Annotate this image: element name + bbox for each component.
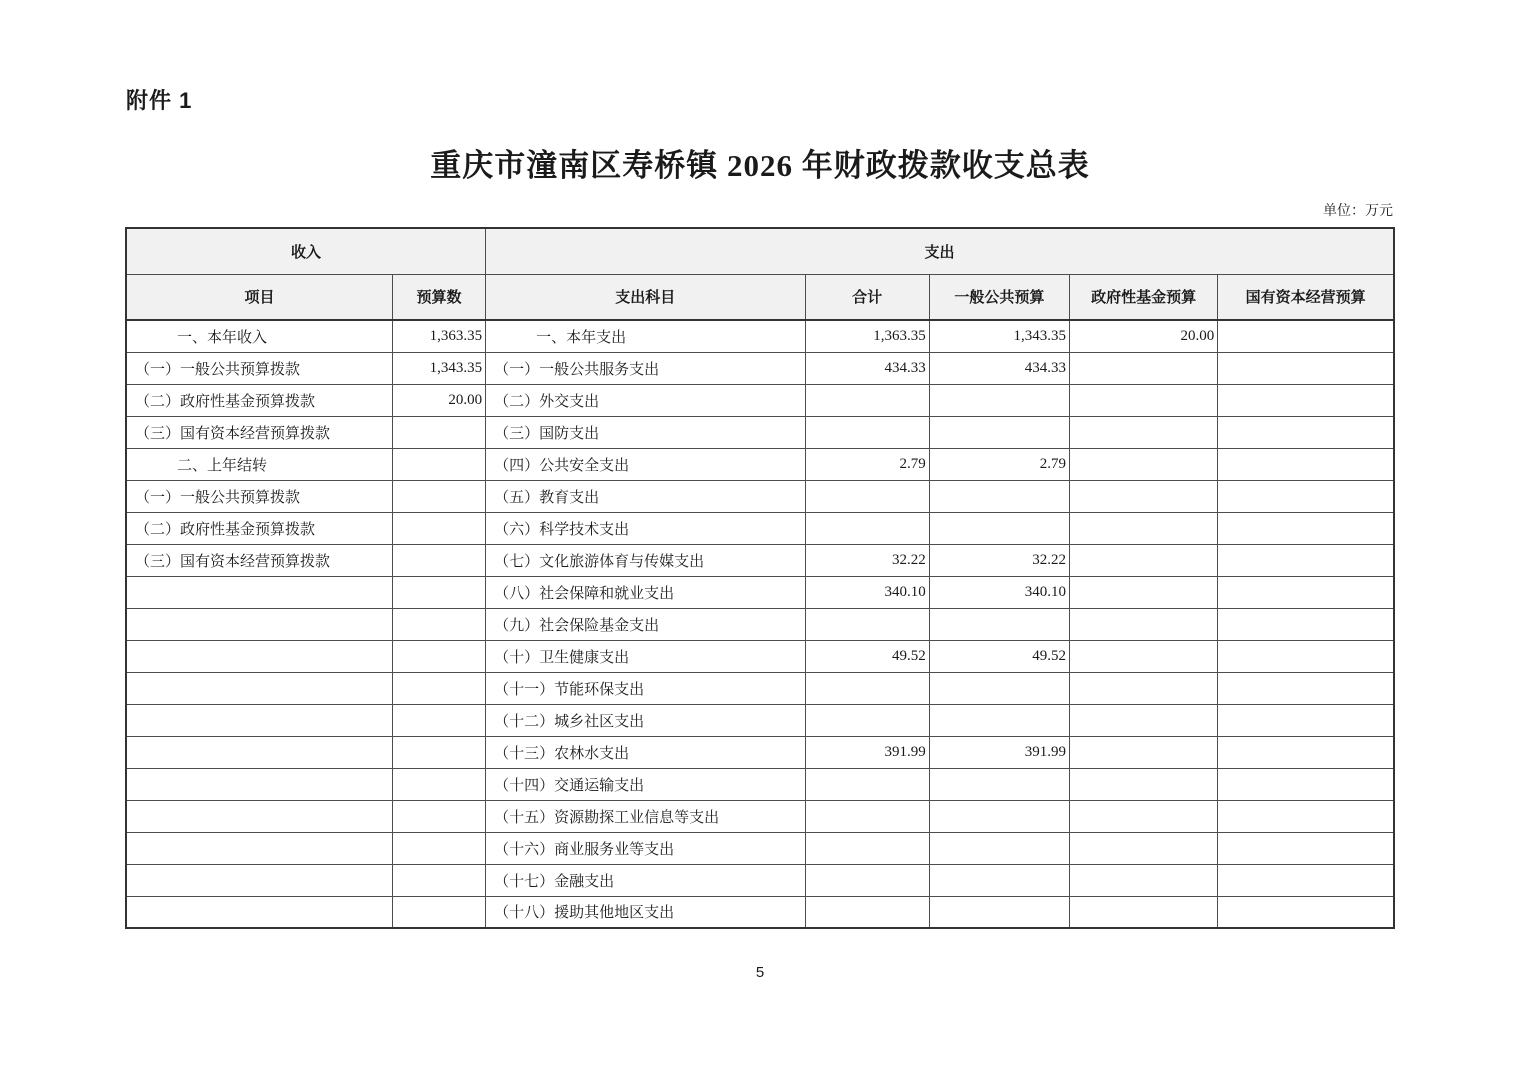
expense-state-capital-cell	[1218, 576, 1394, 608]
expense-general-budget-cell	[929, 416, 1069, 448]
expense-item-cell: （十六）商业服务业等支出	[486, 832, 806, 864]
income-item-cell: （一）一般公共预算拨款	[126, 352, 392, 384]
income-budget-cell: 1,363.35	[392, 320, 485, 352]
expense-state-capital-cell	[1218, 512, 1394, 544]
income-item-cell: （二）政府性基金预算拨款	[126, 512, 392, 544]
expense-gov-fund-cell	[1069, 832, 1217, 864]
table-row	[126, 704, 1394, 736]
unit-note: 单位：万元	[1323, 204, 1393, 219]
col-header-general-budget: 一般公共预算	[929, 274, 1069, 320]
expense-state-capital-cell	[1218, 736, 1394, 768]
income-budget-cell	[392, 864, 485, 896]
expense-item-cell: （十）卫生健康支出	[486, 640, 806, 672]
expense-state-capital-cell	[1218, 480, 1394, 512]
table-row	[126, 544, 1394, 576]
attachment-label: 附件 1	[126, 88, 193, 113]
expense-general-budget-cell	[929, 896, 1069, 928]
expense-gov-fund-cell	[1069, 864, 1217, 896]
income-item-cell	[126, 576, 392, 608]
income-budget-cell	[392, 448, 485, 480]
expense-total-cell	[805, 512, 929, 544]
expense-state-capital-cell	[1218, 352, 1394, 384]
expense-state-capital-cell	[1218, 320, 1394, 352]
group-header-row	[126, 228, 1394, 274]
expense-gov-fund-cell	[1069, 448, 1217, 480]
expense-total-cell	[805, 896, 929, 928]
expense-total-cell: 391.99	[805, 736, 929, 768]
income-budget-cell	[392, 640, 485, 672]
expense-gov-fund-cell	[1069, 896, 1217, 928]
expense-total-cell: 434.33	[805, 352, 929, 384]
expense-group-header: 支出	[486, 228, 1394, 274]
expense-gov-fund-cell	[1069, 608, 1217, 640]
expense-gov-fund-cell	[1069, 384, 1217, 416]
expense-item-cell: 一、本年支出	[486, 320, 806, 352]
expense-total-cell: 49.52	[805, 640, 929, 672]
expense-general-budget-cell: 2.79	[929, 448, 1069, 480]
income-item-cell: 二、上年结转	[126, 448, 392, 480]
income-budget-cell	[392, 512, 485, 544]
table-row	[126, 800, 1394, 832]
expense-general-budget-cell	[929, 608, 1069, 640]
table-row	[126, 768, 1394, 800]
expense-state-capital-cell	[1218, 768, 1394, 800]
income-item-cell: （三）国有资本经营预算拨款	[126, 416, 392, 448]
income-item-cell	[126, 736, 392, 768]
expense-gov-fund-cell	[1069, 704, 1217, 736]
income-item-cell	[126, 672, 392, 704]
income-item-cell: （二）政府性基金预算拨款	[126, 384, 392, 416]
income-budget-cell	[392, 896, 485, 928]
expense-total-cell	[805, 768, 929, 800]
expense-total-cell	[805, 480, 929, 512]
expense-general-budget-cell: 49.52	[929, 640, 1069, 672]
expense-item-cell: （九）社会保险基金支出	[486, 608, 806, 640]
expense-total-cell: 2.79	[805, 448, 929, 480]
expense-general-budget-cell	[929, 512, 1069, 544]
table-header	[126, 228, 1394, 320]
table-body	[126, 320, 1394, 928]
income-budget-cell	[392, 480, 485, 512]
col-header-expense-total: 合计	[805, 274, 929, 320]
expense-total-cell: 1,363.35	[805, 320, 929, 352]
expense-gov-fund-cell	[1069, 544, 1217, 576]
income-item-cell	[126, 864, 392, 896]
expense-state-capital-cell	[1218, 672, 1394, 704]
expense-state-capital-cell	[1218, 704, 1394, 736]
expense-state-capital-cell	[1218, 800, 1394, 832]
expense-gov-fund-cell	[1069, 736, 1217, 768]
expense-general-budget-cell: 32.22	[929, 544, 1069, 576]
income-item-cell	[126, 896, 392, 928]
income-budget-cell	[392, 608, 485, 640]
expense-gov-fund-cell	[1069, 800, 1217, 832]
table-row	[126, 416, 1394, 448]
expense-total-cell	[805, 864, 929, 896]
expense-general-budget-cell	[929, 384, 1069, 416]
table-row	[126, 512, 1394, 544]
expense-general-budget-cell	[929, 672, 1069, 704]
expense-state-capital-cell	[1218, 544, 1394, 576]
table-row	[126, 672, 1394, 704]
income-item-cell: （三）国有资本经营预算拨款	[126, 544, 392, 576]
expense-general-budget-cell: 340.10	[929, 576, 1069, 608]
income-budget-cell	[392, 800, 485, 832]
expense-state-capital-cell	[1218, 448, 1394, 480]
expense-general-budget-cell: 434.33	[929, 352, 1069, 384]
income-item-cell: 一、本年收入	[126, 320, 392, 352]
income-budget-cell: 1,343.35	[392, 352, 485, 384]
table-row	[126, 608, 1394, 640]
expense-item-cell: （十一）节能环保支出	[486, 672, 806, 704]
expense-general-budget-cell	[929, 800, 1069, 832]
table-row	[126, 480, 1394, 512]
income-budget-cell	[392, 832, 485, 864]
income-budget-cell	[392, 576, 485, 608]
income-item-cell: （一）一般公共预算拨款	[126, 480, 392, 512]
expense-general-budget-cell	[929, 832, 1069, 864]
expense-state-capital-cell	[1218, 384, 1394, 416]
expense-item-cell: （十三）农林水支出	[486, 736, 806, 768]
expense-gov-fund-cell	[1069, 672, 1217, 704]
expense-total-cell: 32.22	[805, 544, 929, 576]
expense-general-budget-cell	[929, 480, 1069, 512]
expense-item-cell: （十五）资源勘探工业信息等支出	[486, 800, 806, 832]
expense-item-cell: （十二）城乡社区支出	[486, 704, 806, 736]
expense-general-budget-cell: 391.99	[929, 736, 1069, 768]
expense-item-cell: （六）科学技术支出	[486, 512, 806, 544]
col-header-gov-fund-budget: 政府性基金预算	[1069, 274, 1217, 320]
income-item-cell	[126, 768, 392, 800]
income-budget-cell	[392, 416, 485, 448]
expense-item-cell: （十七）金融支出	[486, 864, 806, 896]
expense-item-cell: （七）文化旅游体育与传媒支出	[486, 544, 806, 576]
expense-gov-fund-cell	[1069, 480, 1217, 512]
page-title: 重庆市潼南区寿桥镇 2026 年财政拨款收支总表	[430, 148, 1090, 183]
income-item-cell	[126, 608, 392, 640]
table-row	[126, 320, 1394, 352]
page-number: 5	[755, 964, 765, 981]
expense-state-capital-cell	[1218, 896, 1394, 928]
table-row	[126, 864, 1394, 896]
table-row	[126, 352, 1394, 384]
income-budget-cell	[392, 736, 485, 768]
expense-general-budget-cell	[929, 864, 1069, 896]
income-item-cell	[126, 704, 392, 736]
income-group-header: 收入	[126, 228, 486, 274]
expense-gov-fund-cell	[1069, 576, 1217, 608]
table-row	[126, 640, 1394, 672]
expense-gov-fund-cell	[1069, 352, 1217, 384]
expense-item-cell: （十八）援助其他地区支出	[486, 896, 806, 928]
table-row	[126, 832, 1394, 864]
expense-gov-fund-cell: 20.00	[1069, 320, 1217, 352]
expense-item-cell: （四）公共安全支出	[486, 448, 806, 480]
expense-total-cell	[805, 672, 929, 704]
table-row	[126, 736, 1394, 768]
income-item-cell	[126, 832, 392, 864]
expense-state-capital-cell	[1218, 416, 1394, 448]
expense-item-cell: （五）教育支出	[486, 480, 806, 512]
col-header-expense-item: 支出科目	[486, 274, 806, 320]
income-item-cell	[126, 800, 392, 832]
income-budget-cell	[392, 768, 485, 800]
expense-state-capital-cell	[1218, 640, 1394, 672]
expense-general-budget-cell	[929, 768, 1069, 800]
table-row	[126, 896, 1394, 928]
table-row	[126, 576, 1394, 608]
income-budget-cell: 20.00	[392, 384, 485, 416]
expense-gov-fund-cell	[1069, 416, 1217, 448]
col-header-state-capital-budget: 国有资本经营预算	[1218, 274, 1394, 320]
expense-general-budget-cell	[929, 704, 1069, 736]
expense-state-capital-cell	[1218, 864, 1394, 896]
budget-table	[125, 227, 1395, 929]
expense-state-capital-cell	[1218, 832, 1394, 864]
income-budget-cell	[392, 672, 485, 704]
income-budget-cell	[392, 544, 485, 576]
expense-total-cell	[805, 704, 929, 736]
col-header-income-item: 项目	[126, 274, 392, 320]
expense-gov-fund-cell	[1069, 512, 1217, 544]
expense-state-capital-cell	[1218, 608, 1394, 640]
income-item-cell	[126, 640, 392, 672]
expense-item-cell: （一）一般公共服务支出	[486, 352, 806, 384]
expense-general-budget-cell: 1,343.35	[929, 320, 1069, 352]
expense-gov-fund-cell	[1069, 768, 1217, 800]
income-budget-cell	[392, 704, 485, 736]
col-header-income-budget: 预算数	[392, 274, 485, 320]
table-row	[126, 448, 1394, 480]
expense-gov-fund-cell	[1069, 640, 1217, 672]
expense-item-cell: （三）国防支出	[486, 416, 806, 448]
expense-item-cell: （十四）交通运输支出	[486, 768, 806, 800]
expense-total-cell	[805, 416, 929, 448]
column-header-row	[126, 274, 1394, 320]
expense-total-cell: 340.10	[805, 576, 929, 608]
expense-item-cell: （二）外交支出	[486, 384, 806, 416]
expense-total-cell	[805, 832, 929, 864]
expense-total-cell	[805, 800, 929, 832]
table-row	[126, 384, 1394, 416]
expense-item-cell: （八）社会保障和就业支出	[486, 576, 806, 608]
expense-total-cell	[805, 608, 929, 640]
expense-total-cell	[805, 384, 929, 416]
